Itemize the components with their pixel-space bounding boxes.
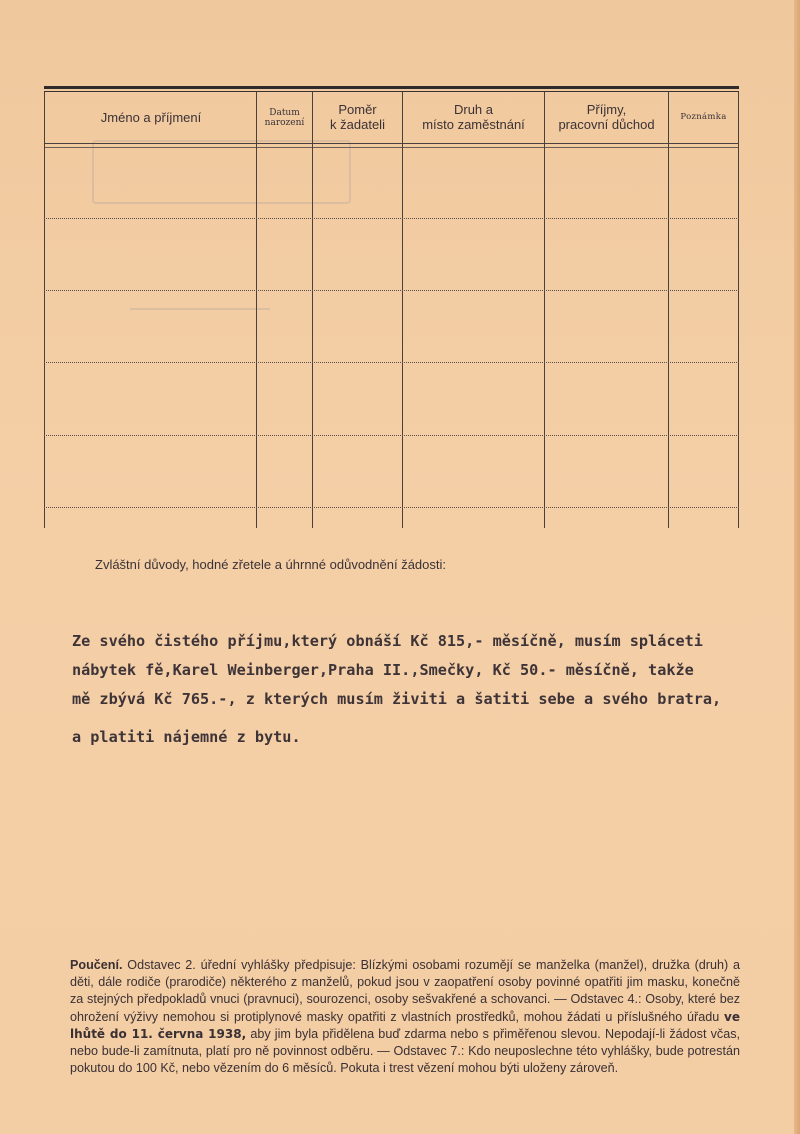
header-employment-line2: místo zaměstnání [422, 117, 525, 132]
header-relation-line2: k žadateli [330, 117, 385, 132]
typed-reason-line: a platiti nájemné z bytu. [72, 728, 301, 746]
typed-reason-line: Ze svého čistého příjmu,který obnáší Kč 815,- měsíčně, musím spláceti [72, 632, 703, 650]
notice-text-part2: aby jim byla přidělena buď zdarma nebo s přiměřenou slevou. Nepodají-li žádost včas, nebo bude-li zamítnuta, platí pro ně povinnost odběru. — Odstavec 7.: Kdo neuposlechne této vyhlášky, bude potrestán pokutou do 100 Kč, nebo vězením do 6 měsíců. Pokuta i trest vězení mohou býti uloženy zároveň. [70, 1026, 741, 1076]
table-row-rule [44, 290, 739, 291]
column-line [44, 92, 45, 528]
header-income-line2: pracovní důchod [558, 117, 655, 132]
header-birth-line2: narození [264, 118, 305, 128]
table-row-rule [44, 435, 739, 436]
table-row-rule [44, 362, 739, 363]
notice-title: Poučení. [70, 958, 123, 972]
header-birth-date [257, 94, 312, 142]
table-row-rule [44, 218, 739, 219]
table-top-rule-thin [44, 91, 739, 92]
header-birth-line1: Datum [269, 107, 300, 118]
family-members-table [44, 86, 739, 528]
header-relation-line1: Poměr [338, 102, 377, 118]
column-line [256, 92, 257, 528]
table-header-rule-second [44, 147, 739, 148]
header-note-label: Poznámka [680, 112, 727, 123]
header-income [545, 94, 668, 142]
header-name-label: Jméno a příjmení [100, 109, 202, 125]
header-income-line1: Příjmy, [586, 102, 627, 118]
column-line [544, 92, 545, 528]
notice-deadline: ve lhůtě do 11. června 1938, [70, 1009, 740, 1041]
header-relation [313, 94, 402, 142]
notice-paragraph [70, 957, 740, 1077]
typed-reason-line: mě zbývá Kč 765.-, z kterých musím živiti a šatiti sebe a svého bratra, [72, 690, 722, 708]
notice-text-part1: Odstavec 2. úřední vyhlášky předpisuje: Blízkými osobami rozumějí se manželka (manžel), družka (druh) a děti, dále rodiče (prarodiče) některého z manželů, pokud jsou v zaopatření osoby povinné opatřiti jim masku, konečně za stejných předpokladů vnuci (pravnuci), sourozenci, osoby sešvakřené a schovanci. — Odstavec 4.: Osoby, které bez ohrožení výživy nemohou si protiplynové masky opatřiti z vlastních prostředků, mohou žádati u příslušného úřadu [70, 958, 740, 1024]
typed-reason-line: nábytek fě,Karel Weinberger,Praha II.,Smečky, Kč 50.- měsíčně, takže [72, 661, 694, 679]
column-line [738, 92, 739, 528]
page-edge [794, 0, 800, 1134]
header-employment-line1: Druh a [453, 102, 494, 118]
table-header-rule [44, 143, 739, 144]
table-top-rule [44, 86, 739, 89]
column-line [668, 92, 669, 528]
reasons-label: Zvláštní důvody, hodné zřetele a úhrnné odůvodnění žádosti: [95, 557, 446, 572]
column-line [312, 92, 313, 528]
column-line [402, 92, 403, 528]
header-note [669, 94, 738, 142]
table-row-rule [44, 507, 739, 508]
header-employment [403, 94, 544, 142]
header-name [48, 94, 254, 142]
